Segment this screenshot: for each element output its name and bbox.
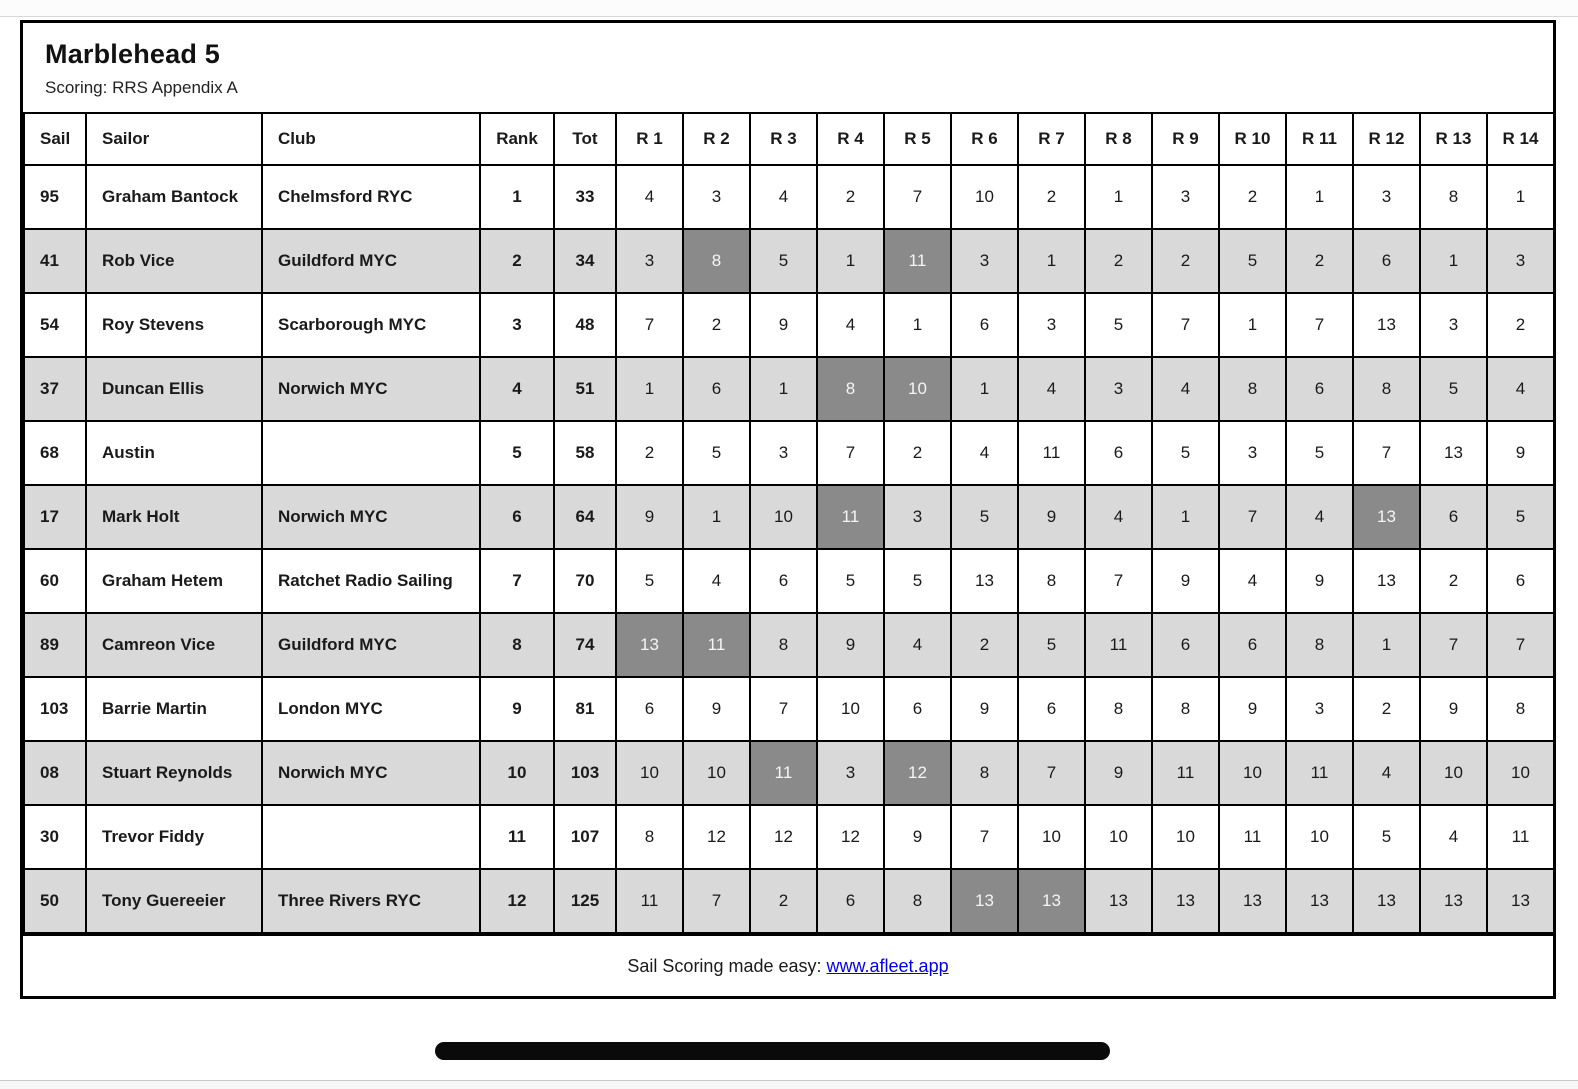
home-indicator-bar[interactable] — [435, 1042, 1110, 1060]
score-cell-r10: 2 — [1219, 165, 1286, 229]
score-cell-r2: 8 — [683, 229, 750, 293]
score-cell-r10: 11 — [1219, 805, 1286, 869]
tot-cell: 125 — [554, 869, 616, 933]
club-cell: Chelmsford RYC — [262, 165, 480, 229]
score-cell-r5: 12 — [884, 741, 951, 805]
table-row — [24, 805, 1554, 869]
score-cell-r5: 1 — [884, 293, 951, 357]
score-cell-r13: 1 — [1420, 229, 1487, 293]
score-cell-r5: 11 — [884, 229, 951, 293]
score-cell-r7: 6 — [1018, 677, 1085, 741]
score-cell-r10: 5 — [1219, 229, 1286, 293]
score-cell-r3: 2 — [750, 869, 817, 933]
column-header-r-13: R 13 — [1420, 113, 1487, 165]
score-cell-r3: 8 — [750, 613, 817, 677]
club-cell: Three Rivers RYC — [262, 869, 480, 933]
score-cell-r13: 4 — [1420, 805, 1487, 869]
table-row — [24, 165, 1554, 229]
tot-cell: 64 — [554, 485, 616, 549]
score-cell-r14: 6 — [1487, 549, 1554, 613]
score-cell-r2: 7 — [683, 869, 750, 933]
table-row — [24, 741, 1554, 805]
rank-cell: 11 — [480, 805, 554, 869]
score-cell-r13: 2 — [1420, 549, 1487, 613]
score-cell-r13: 3 — [1420, 293, 1487, 357]
score-cell-r8: 7 — [1085, 549, 1152, 613]
score-cell-r5: 6 — [884, 677, 951, 741]
score-cell-r11: 7 — [1286, 293, 1353, 357]
score-cell-r6: 8 — [951, 741, 1018, 805]
rank-cell: 5 — [480, 421, 554, 485]
rank-cell: 6 — [480, 485, 554, 549]
score-cell-r12: 13 — [1353, 869, 1420, 933]
rank-cell: 8 — [480, 613, 554, 677]
score-cell-r14: 11 — [1487, 805, 1554, 869]
column-header-tot: Tot — [554, 113, 616, 165]
top-strip — [0, 0, 1578, 17]
sailor-cell: Roy Stevens — [86, 293, 262, 357]
score-cell-r10: 8 — [1219, 357, 1286, 421]
score-cell-r12: 1 — [1353, 613, 1420, 677]
score-cell-r12: 3 — [1353, 165, 1420, 229]
club-cell — [262, 421, 480, 485]
score-cell-r8: 5 — [1085, 293, 1152, 357]
score-cell-r5: 2 — [884, 421, 951, 485]
score-cell-r1: 6 — [616, 677, 683, 741]
score-cell-r13: 9 — [1420, 677, 1487, 741]
score-cell-r14: 10 — [1487, 741, 1554, 805]
column-header-r-7: R 7 — [1018, 113, 1085, 165]
score-cell-r5: 10 — [884, 357, 951, 421]
sail-cell: 50 — [24, 869, 86, 933]
score-cell-r11: 11 — [1286, 741, 1353, 805]
sailor-cell: Trevor Fiddy — [86, 805, 262, 869]
table-row — [24, 613, 1554, 677]
score-cell-r3: 5 — [750, 229, 817, 293]
score-cell-r13: 13 — [1420, 421, 1487, 485]
score-cell-r13: 6 — [1420, 485, 1487, 549]
score-cell-r6: 9 — [951, 677, 1018, 741]
score-cell-r2: 5 — [683, 421, 750, 485]
score-cell-r2: 2 — [683, 293, 750, 357]
score-cell-r4: 12 — [817, 805, 884, 869]
column-header-r-6: R 6 — [951, 113, 1018, 165]
score-cell-r3: 11 — [750, 741, 817, 805]
score-cell-r11: 10 — [1286, 805, 1353, 869]
score-cell-r3: 1 — [750, 357, 817, 421]
sailor-cell: Mark Holt — [86, 485, 262, 549]
sail-cell: 60 — [24, 549, 86, 613]
score-cell-r1: 1 — [616, 357, 683, 421]
score-cell-r6: 6 — [951, 293, 1018, 357]
sailor-cell: Graham Hetem — [86, 549, 262, 613]
column-header-r-2: R 2 — [683, 113, 750, 165]
score-cell-r10: 1 — [1219, 293, 1286, 357]
tot-cell: 34 — [554, 229, 616, 293]
score-cell-r9: 4 — [1152, 357, 1219, 421]
column-header-r-5: R 5 — [884, 113, 951, 165]
sail-cell: 95 — [24, 165, 86, 229]
table-row — [24, 293, 1554, 357]
score-cell-r1: 13 — [616, 613, 683, 677]
score-cell-r5: 7 — [884, 165, 951, 229]
score-cell-r9: 9 — [1152, 549, 1219, 613]
score-cell-r12: 4 — [1353, 741, 1420, 805]
score-cell-r13: 5 — [1420, 357, 1487, 421]
sail-cell: 30 — [24, 805, 86, 869]
score-cell-r6: 5 — [951, 485, 1018, 549]
score-cell-r11: 1 — [1286, 165, 1353, 229]
score-cell-r14: 3 — [1487, 229, 1554, 293]
score-cell-r8: 10 — [1085, 805, 1152, 869]
score-cell-r14: 1 — [1487, 165, 1554, 229]
afleet-link[interactable]: www.afleet.app — [826, 955, 949, 976]
score-cell-r13: 8 — [1420, 165, 1487, 229]
club-cell: Norwich MYC — [262, 485, 480, 549]
club-cell: London MYC — [262, 677, 480, 741]
score-cell-r2: 4 — [683, 549, 750, 613]
score-cell-r6: 4 — [951, 421, 1018, 485]
sailor-cell: Stuart Reynolds — [86, 741, 262, 805]
score-cell-r7: 10 — [1018, 805, 1085, 869]
score-cell-r8: 3 — [1085, 357, 1152, 421]
tot-cell: 58 — [554, 421, 616, 485]
score-cell-r3: 12 — [750, 805, 817, 869]
score-cell-r10: 4 — [1219, 549, 1286, 613]
score-cell-r9: 11 — [1152, 741, 1219, 805]
score-cell-r6: 13 — [951, 869, 1018, 933]
sail-cell: 89 — [24, 613, 86, 677]
score-cell-r1: 10 — [616, 741, 683, 805]
sailor-cell: Rob Vice — [86, 229, 262, 293]
score-cell-r8: 13 — [1085, 869, 1152, 933]
score-cell-r7: 4 — [1018, 357, 1085, 421]
score-cell-r13: 7 — [1420, 613, 1487, 677]
score-cell-r7: 5 — [1018, 613, 1085, 677]
score-cell-r9: 1 — [1152, 485, 1219, 549]
table-row — [24, 677, 1554, 741]
score-cell-r7: 7 — [1018, 741, 1085, 805]
score-cell-r5: 5 — [884, 549, 951, 613]
score-cell-r8: 9 — [1085, 741, 1152, 805]
score-cell-r12: 6 — [1353, 229, 1420, 293]
score-cell-r6: 7 — [951, 805, 1018, 869]
column-header-r-8: R 8 — [1085, 113, 1152, 165]
sailor-cell: Duncan Ellis — [86, 357, 262, 421]
column-header-r-12: R 12 — [1353, 113, 1420, 165]
rank-cell: 10 — [480, 741, 554, 805]
sail-cell: 68 — [24, 421, 86, 485]
score-cell-r1: 4 — [616, 165, 683, 229]
score-cell-r7: 2 — [1018, 165, 1085, 229]
score-cell-r4: 6 — [817, 869, 884, 933]
score-cell-r9: 3 — [1152, 165, 1219, 229]
club-cell: Norwich MYC — [262, 741, 480, 805]
tot-cell: 51 — [554, 357, 616, 421]
club-cell: Ratchet Radio Sailing — [262, 549, 480, 613]
rank-cell: 9 — [480, 677, 554, 741]
sailor-cell: Camreon Vice — [86, 613, 262, 677]
tot-cell: 107 — [554, 805, 616, 869]
score-cell-r5: 9 — [884, 805, 951, 869]
score-cell-r5: 8 — [884, 869, 951, 933]
score-cell-r2: 11 — [683, 613, 750, 677]
sail-cell: 103 — [24, 677, 86, 741]
score-cell-r3: 6 — [750, 549, 817, 613]
score-cell-r4: 4 — [817, 293, 884, 357]
score-cell-r2: 12 — [683, 805, 750, 869]
score-cell-r12: 5 — [1353, 805, 1420, 869]
rank-cell: 2 — [480, 229, 554, 293]
score-cell-r1: 11 — [616, 869, 683, 933]
score-cell-r10: 9 — [1219, 677, 1286, 741]
score-cell-r12: 7 — [1353, 421, 1420, 485]
score-cell-r6: 1 — [951, 357, 1018, 421]
score-cell-r7: 13 — [1018, 869, 1085, 933]
bottom-strip — [0, 1080, 1578, 1089]
score-cell-r12: 13 — [1353, 293, 1420, 357]
column-header-rank: Rank — [480, 113, 554, 165]
score-cell-r7: 9 — [1018, 485, 1085, 549]
score-cell-r1: 8 — [616, 805, 683, 869]
score-cell-r2: 6 — [683, 357, 750, 421]
score-cell-r4: 1 — [817, 229, 884, 293]
sailor-cell: Graham Bantock — [86, 165, 262, 229]
score-cell-r14: 8 — [1487, 677, 1554, 741]
score-cell-r10: 13 — [1219, 869, 1286, 933]
sailor-cell: Tony Guereeier — [86, 869, 262, 933]
score-cell-r11: 6 — [1286, 357, 1353, 421]
club-cell: Guildford MYC — [262, 613, 480, 677]
score-cell-r4: 11 — [817, 485, 884, 549]
score-cell-r6: 13 — [951, 549, 1018, 613]
score-cell-r2: 9 — [683, 677, 750, 741]
sailor-cell: Austin — [86, 421, 262, 485]
score-cell-r8: 8 — [1085, 677, 1152, 741]
score-cell-r2: 10 — [683, 741, 750, 805]
score-cell-r2: 3 — [683, 165, 750, 229]
score-cell-r14: 9 — [1487, 421, 1554, 485]
score-cell-r3: 9 — [750, 293, 817, 357]
score-cell-r5: 3 — [884, 485, 951, 549]
score-cell-r4: 3 — [817, 741, 884, 805]
score-cell-r10: 6 — [1219, 613, 1286, 677]
score-cell-r7: 8 — [1018, 549, 1085, 613]
score-cell-r4: 2 — [817, 165, 884, 229]
table-row — [24, 869, 1554, 933]
column-header-sail: Sail — [24, 113, 86, 165]
score-cell-r11: 2 — [1286, 229, 1353, 293]
score-cell-r9: 10 — [1152, 805, 1219, 869]
score-cell-r3: 10 — [750, 485, 817, 549]
score-cell-r6: 10 — [951, 165, 1018, 229]
score-cell-r2: 1 — [683, 485, 750, 549]
rank-cell: 1 — [480, 165, 554, 229]
score-cell-r11: 8 — [1286, 613, 1353, 677]
score-cell-r11: 4 — [1286, 485, 1353, 549]
score-cell-r4: 8 — [817, 357, 884, 421]
column-header-r-11: R 11 — [1286, 113, 1353, 165]
score-cell-r13: 10 — [1420, 741, 1487, 805]
score-cell-r12: 8 — [1353, 357, 1420, 421]
score-cell-r3: 3 — [750, 421, 817, 485]
score-cell-r6: 2 — [951, 613, 1018, 677]
tot-cell: 103 — [554, 741, 616, 805]
score-cell-r8: 2 — [1085, 229, 1152, 293]
score-cell-r5: 4 — [884, 613, 951, 677]
header-row — [24, 113, 1554, 165]
table-row — [24, 549, 1554, 613]
results-sheet — [20, 20, 1556, 999]
rank-cell: 7 — [480, 549, 554, 613]
column-header-r-4: R 4 — [817, 113, 884, 165]
score-cell-r1: 2 — [616, 421, 683, 485]
score-cell-r9: 13 — [1152, 869, 1219, 933]
score-cell-r8: 11 — [1085, 613, 1152, 677]
score-cell-r1: 9 — [616, 485, 683, 549]
column-header-club: Club — [262, 113, 480, 165]
page-title: Marblehead 5 — [45, 39, 220, 69]
table-row — [24, 485, 1554, 549]
score-cell-r14: 2 — [1487, 293, 1554, 357]
score-cell-r10: 7 — [1219, 485, 1286, 549]
column-header-r-3: R 3 — [750, 113, 817, 165]
score-cell-r14: 5 — [1487, 485, 1554, 549]
rank-cell: 12 — [480, 869, 554, 933]
sail-cell: 54 — [24, 293, 86, 357]
footer-row — [23, 934, 1553, 996]
score-cell-r8: 1 — [1085, 165, 1152, 229]
score-cell-r4: 9 — [817, 613, 884, 677]
score-cell-r8: 6 — [1085, 421, 1152, 485]
column-header-r-9: R 9 — [1152, 113, 1219, 165]
column-header-r-14: R 14 — [1487, 113, 1554, 165]
score-cell-r11: 3 — [1286, 677, 1353, 741]
table-row — [24, 421, 1554, 485]
scoring-subtitle: Scoring: RRS Appendix A — [45, 78, 238, 97]
score-cell-r14: 4 — [1487, 357, 1554, 421]
results-body — [24, 165, 1554, 933]
score-cell-r12: 2 — [1353, 677, 1420, 741]
score-cell-r12: 13 — [1353, 549, 1420, 613]
title-block — [23, 23, 1553, 112]
table-row — [24, 357, 1554, 421]
score-cell-r10: 10 — [1219, 741, 1286, 805]
score-cell-r4: 7 — [817, 421, 884, 485]
score-cell-r14: 13 — [1487, 869, 1554, 933]
score-cell-r12: 13 — [1353, 485, 1420, 549]
score-cell-r9: 2 — [1152, 229, 1219, 293]
sail-cell: 41 — [24, 229, 86, 293]
score-cell-r3: 4 — [750, 165, 817, 229]
tot-cell: 81 — [554, 677, 616, 741]
score-cell-r9: 8 — [1152, 677, 1219, 741]
score-cell-r1: 7 — [616, 293, 683, 357]
score-cell-r7: 3 — [1018, 293, 1085, 357]
score-cell-r4: 5 — [817, 549, 884, 613]
score-cell-r11: 9 — [1286, 549, 1353, 613]
table-row — [24, 229, 1554, 293]
tot-cell: 70 — [554, 549, 616, 613]
score-cell-r3: 7 — [750, 677, 817, 741]
club-cell: Norwich MYC — [262, 357, 480, 421]
club-cell: Guildford MYC — [262, 229, 480, 293]
tot-cell: 33 — [554, 165, 616, 229]
sail-cell: 37 — [24, 357, 86, 421]
column-header-r-1: R 1 — [616, 113, 683, 165]
tot-cell: 48 — [554, 293, 616, 357]
score-cell-r4: 10 — [817, 677, 884, 741]
score-cell-r13: 13 — [1420, 869, 1487, 933]
column-header-r-10: R 10 — [1219, 113, 1286, 165]
score-cell-r7: 11 — [1018, 421, 1085, 485]
score-cell-r11: 5 — [1286, 421, 1353, 485]
score-cell-r9: 6 — [1152, 613, 1219, 677]
score-cell-r7: 1 — [1018, 229, 1085, 293]
score-cell-r14: 7 — [1487, 613, 1554, 677]
sailor-cell: Barrie Martin — [86, 677, 262, 741]
club-cell — [262, 805, 480, 869]
results-table — [23, 112, 1555, 934]
score-cell-r9: 5 — [1152, 421, 1219, 485]
score-cell-r6: 3 — [951, 229, 1018, 293]
score-cell-r1: 5 — [616, 549, 683, 613]
score-cell-r8: 4 — [1085, 485, 1152, 549]
sail-cell: 17 — [24, 485, 86, 549]
score-cell-r10: 3 — [1219, 421, 1286, 485]
sail-cell: 08 — [24, 741, 86, 805]
rank-cell: 4 — [480, 357, 554, 421]
score-cell-r9: 7 — [1152, 293, 1219, 357]
rank-cell: 3 — [480, 293, 554, 357]
footer-text: Sail Scoring made easy: — [627, 955, 822, 976]
score-cell-r11: 13 — [1286, 869, 1353, 933]
score-cell-r1: 3 — [616, 229, 683, 293]
column-header-sailor: Sailor — [86, 113, 262, 165]
club-cell: Scarborough MYC — [262, 293, 480, 357]
tot-cell: 74 — [554, 613, 616, 677]
